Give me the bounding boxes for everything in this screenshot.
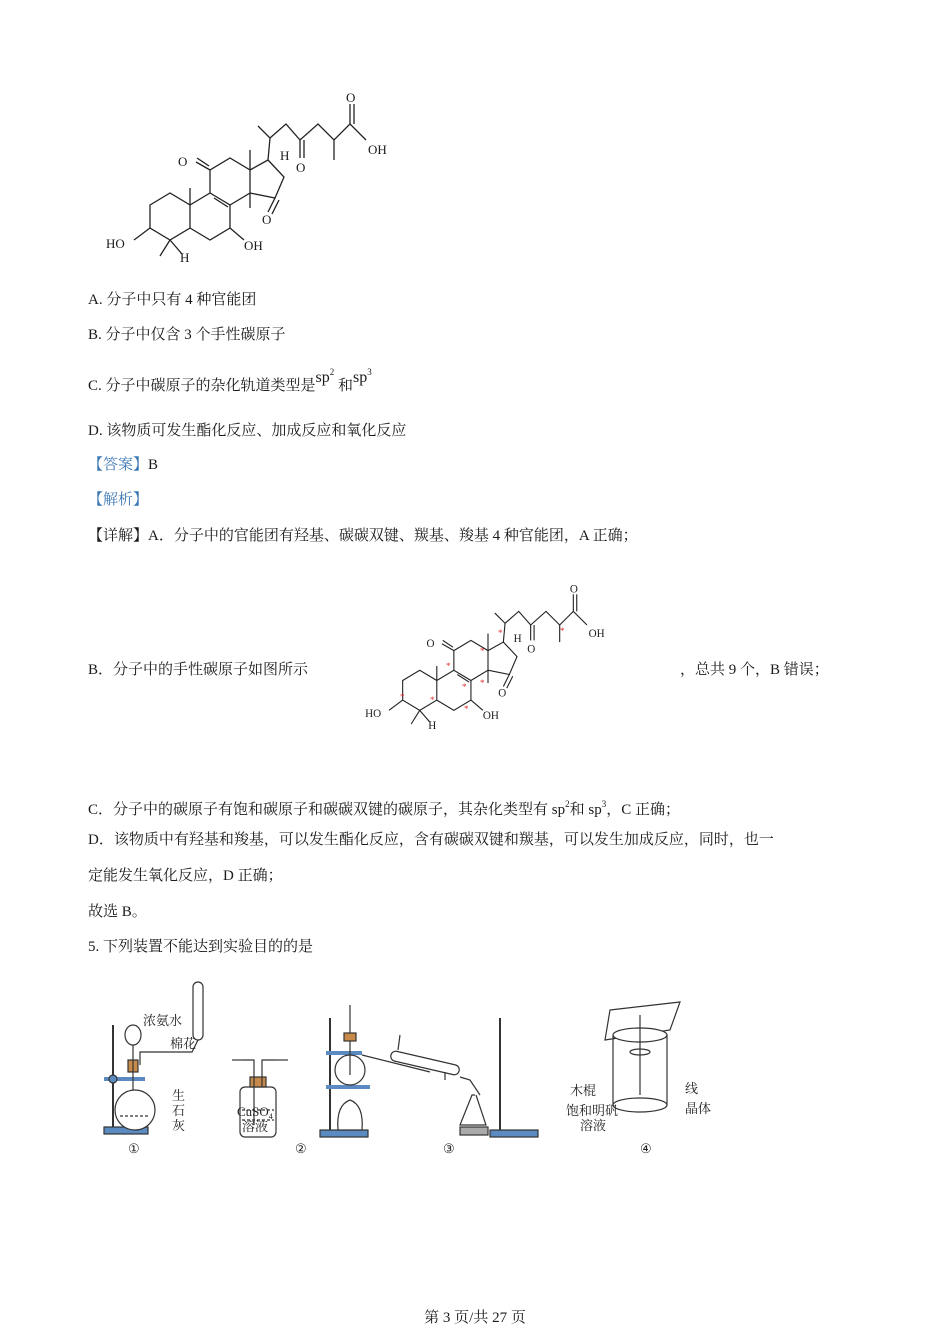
chiral-star: *: [480, 678, 485, 688]
chiral-star: *: [446, 661, 451, 671]
option-a: A. 分子中只有 4 种官能团: [88, 292, 257, 308]
label-solution: 溶液: [242, 1119, 269, 1134]
chiral-molecule-structure: [360, 578, 616, 736]
label-1: ①: [128, 1141, 140, 1156]
option-b: B. 分子中仅含 3 个手性碳原子: [88, 327, 286, 343]
sp-term: sp: [315, 369, 330, 386]
chiral-star: *: [498, 628, 503, 638]
label-stick: 木棍: [570, 1083, 597, 1098]
answer-value: B: [148, 457, 159, 473]
detail-a: [88, 526, 638, 546]
sup: 2: [329, 367, 335, 377]
analysis-label: 【解析】: [88, 492, 149, 508]
chiral-star: *: [400, 692, 405, 702]
option-d: D. 该物质可发生酯化反应、加成反应和氧化反应: [88, 423, 407, 439]
option-c-text: C. 分子中碳原子的杂化轨道类型是: [88, 378, 316, 394]
detail-c: [88, 794, 680, 820]
text: 和 sp: [569, 802, 602, 818]
sup: 2: [565, 799, 570, 809]
chiral-markers: [400, 626, 565, 714]
chiral-star: *: [430, 695, 435, 705]
label-quicklime-2: 石: [172, 1103, 186, 1118]
detail-a-text: A．分子中的官能团有羟基、碳碳双键、羰基、羧基 4 种官能团，A 正确；: [148, 528, 638, 544]
detail-label: 【详解】: [88, 528, 149, 544]
label-cotton: 棉花: [170, 1036, 197, 1051]
text: C．分子中的碳原子有饱和碳原子和碳碳双键的碳原子，其杂化类型有 sp: [88, 802, 566, 818]
label-ammonia: 浓氨水: [143, 1013, 183, 1028]
detail-d-1: D．该物质中有羟基和羧基，可以发生酯化反应，含有碳碳双键和羰基，可以发生加成反应，同时，也一: [88, 832, 774, 848]
and-text: 和: [338, 378, 354, 394]
question-5: 5. 下列装置不能达到实验目的的是: [88, 939, 314, 955]
option-c: [88, 367, 372, 396]
chiral-star: *: [462, 682, 467, 692]
molecule-structure: [100, 85, 400, 270]
label-2: ②: [295, 1141, 307, 1156]
label-quicklime-3: 灰: [172, 1118, 186, 1133]
sup: 3: [367, 367, 372, 377]
chiral-star: *: [464, 704, 469, 714]
label-quicklime-1: 生: [172, 1088, 186, 1103]
answer: [88, 455, 158, 475]
conclusion: 故选 B。: [88, 904, 147, 920]
apparatus-figure: [100, 980, 740, 1160]
chiral-star: *: [560, 626, 565, 636]
answer-label: 【答案】: [88, 457, 149, 473]
label-alum: 饱和明矾: [566, 1103, 619, 1118]
text: ，C 正确；: [606, 802, 680, 818]
chiral-star: *: [480, 646, 485, 656]
label-crystal: 晶体: [685, 1101, 712, 1116]
label-3: ③: [443, 1141, 455, 1156]
label-thread: 线: [685, 1081, 699, 1096]
detail-d-2: 定能发生氧化反应，D 正确；: [88, 868, 283, 884]
detail-b-prefix: B．分子中的手性碳原子如图所示: [88, 662, 309, 678]
sp-term: sp: [353, 369, 368, 386]
sup: 3: [601, 799, 607, 809]
detail-b-suffix: ，总共 9 个，B 错误；: [680, 662, 829, 678]
label-4: ④: [640, 1141, 652, 1156]
label-solution-4: 溶液: [580, 1118, 607, 1133]
label-cuso4: CuSO$_4$: [237, 1104, 273, 1121]
page-footer: 第 3 页/共 27 页: [424, 1310, 526, 1326]
